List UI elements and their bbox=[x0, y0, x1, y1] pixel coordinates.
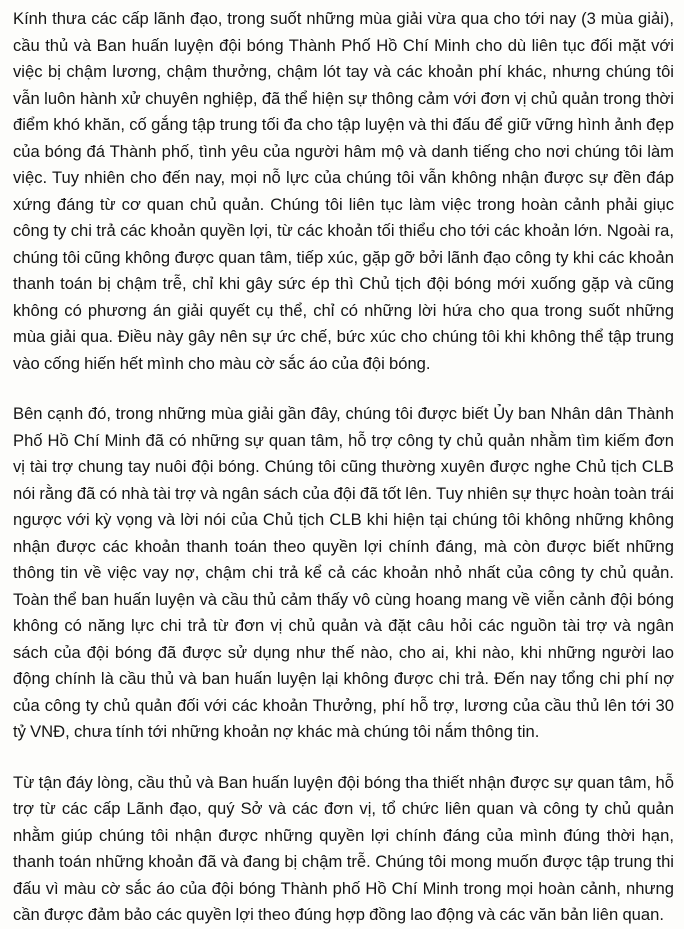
paragraph-salary-delays: Kính thưa các cấp lãnh đạo, trong suốt những mùa giải vừa qua cho tới nay (3 mùa giải), cầu thủ và Ban huấn luyện đội bóng Thành Phố Hồ Chí Minh cho dù liên tục đối mặt với việc bị chậm lương, chậm thưởng, chậm lót tay và các khoản phí khác, nhưng chúng tôi vẫn luôn hành xử chuyên nghiệp, đã thể hiện sự thông cảm với đơn vị chủ quản trong thời điểm khó khăn, cố gắng tập trung tối đa cho tập luyện và thi đấu để giữ vững hình ảnh đẹp của bóng đá Thành phố, tình yêu của người hâm mộ và danh tiếng cho nơi chúng tôi làm việc. Tuy nhiên cho đến nay, mọi nỗ lực của chúng tôi vẫn không nhận được sự đền đáp xứng đáng từ cơ quan chủ quản. Chúng tôi liên tục làm việc trong hoàn cảnh phải giục công ty chi trả các khoản quyền lợi, từ các khoản tối thiểu cho tới các khoản lớn. Ngoài ra, chúng tôi cũng không được quan tâm, tiếp xúc, gặp gỡ bởi lãnh đạo công ty khi các khoản thanh toán bị chậm trễ, chỉ khi gây sức ép thì Chủ tịch đội bóng mới xuống gặp và cũng không có phương án giải quyết cụ thể, chỉ có những lời hứa cho qua trong suốt những mùa giải qua. Điều này gây nên sự ức chế, bức xúc cho chúng tôi khi không thể tập trung vào cống hiến hết mình cho màu cờ sắc áo của đội bóng. bbox=[13, 9, 674, 373]
paragraph-sponsorship-concerns: Bên cạnh đó, trong những mùa giải gần đây, chúng tôi được biết Ủy ban Nhân dân Thành Phố Hồ Chí Minh đã có những sự quan tâm, hỗ trợ công ty chủ quản nhằm tìm kiếm đơn vị tài trợ chung tay nuôi đội bóng. Chúng tôi cũng thường xuyên được nghe Chủ tịch CLB nói rằng đã có nhà tài trợ và ngân sách của đội đã tốt lên. Tuy nhiên sự thực hoàn toàn trái ngược với kỳ vọng và lời nói của Chủ tịch CLB khi hiện tại chúng tôi không những không nhận được các khoản thanh toán theo quyền lợi chính đáng, mà còn được biết những thông tin về việc vay nợ, chậm chi trả kể cả các khoản nhỏ nhất của công ty chủ quản. Toàn thể ban huấn luyện và cầu thủ cảm thấy vô cùng hoang mang về viễn cảnh đội bóng không có năng lực chi trả từ đơn vị chủ quản và đặt câu hỏi các nguồn tài trợ và ngân sách của đội bóng đã được sử dụng như thế nào, cho ai, khi nào, khi những người lao động chính là cầu thủ và ban huấn luyện lại không được chi trả. Đến nay tổng chi phí nợ của công ty chủ quản đối với các khoản Thưởng, phí hỗ trợ, lương của cầu thủ lên tới 30 tỷ VNĐ, chưa tính tới những khoản nợ khác mà chúng tôi nắm thông tin. bbox=[13, 404, 674, 741]
paragraph-request-for-support: Từ tận đáy lòng, cầu thủ và Ban huấn luyện đội bóng tha thiết nhận được sự quan tâm, hỗ trợ từ các cấp Lãnh đạo, quý Sở và các đơn vị, tổ chức liên quan và công ty chủ quản nhằm giúp chúng tôi nhận được những quyền lợi chính đáng của mình đúng thời hạn, thanh toán những khoản đã và đang bị chậm trễ. Chúng tôi mong muốn được tập trung thi đấu vì màu cờ sắc áo của đội bóng Thành phố Hồ Chí Minh trong mọi hoàn cảnh, nhưng cần được đảm bảo các quyền lợi theo đúng hợp đồng lao động và các văn bản liên quan. bbox=[13, 772, 674, 924]
